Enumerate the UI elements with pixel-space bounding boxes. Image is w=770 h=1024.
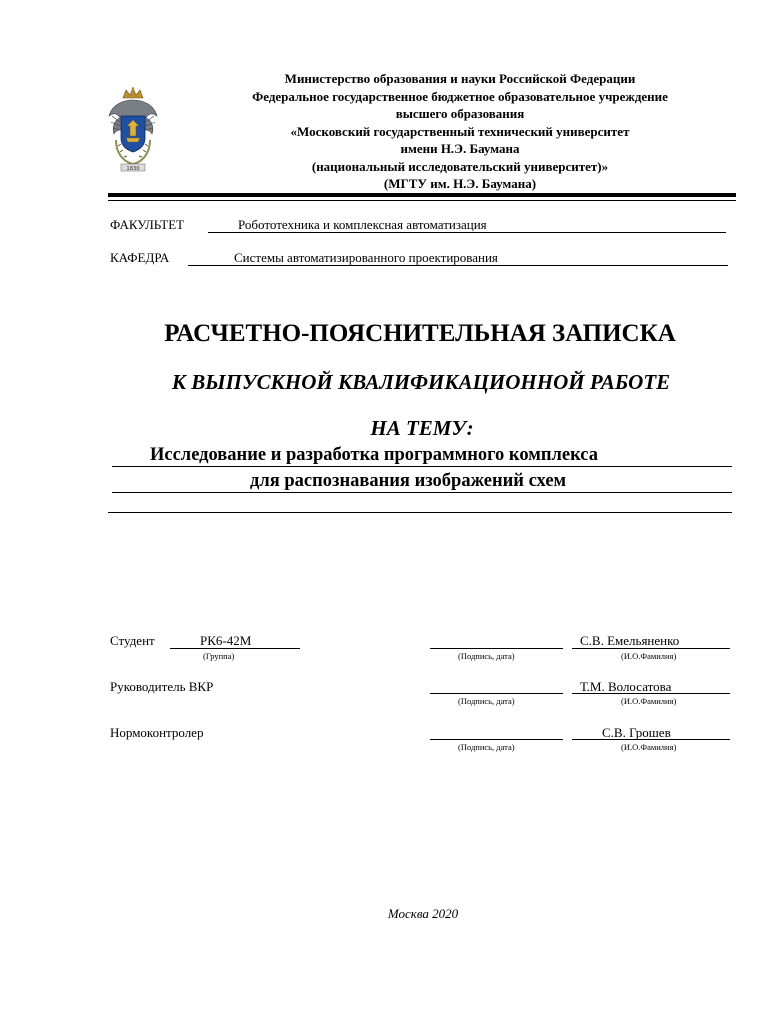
org-line-status: (национальный исследовательский университет)» xyxy=(311,158,609,174)
student-group-caption: (Группа) xyxy=(203,651,235,661)
student-signature-line xyxy=(430,648,563,649)
theme-label: НА ТЕМУ: xyxy=(370,416,474,440)
topic-text-2: для распознавания изображений схем xyxy=(250,471,567,491)
svg-text:1830: 1830 xyxy=(126,165,140,172)
supervisor-signature-caption: (Подпись, дата) xyxy=(458,696,515,706)
supervisor-name: Т.М. Волосатова xyxy=(580,679,672,694)
org-line-ministry: Министерство образования и науки Российской Федерации xyxy=(284,71,636,86)
topic-text-1: Исследование и разработка программного комплекса xyxy=(150,445,598,465)
topic-underline-3 xyxy=(108,512,732,513)
topic-underline-1 xyxy=(112,466,732,467)
faculty-row xyxy=(110,217,732,235)
org-line-university-name: «Московский государственный технический университет xyxy=(290,123,630,139)
department-row xyxy=(110,250,732,268)
normcontroller-name: С.В. Грошев xyxy=(602,725,671,740)
department-label: КАФЕДРА xyxy=(110,250,170,265)
topic-line-2 xyxy=(112,471,732,495)
header-divider-thin xyxy=(108,200,736,201)
org-line-institution-type: Федеральное государственное бюджетное образовательное учреждение xyxy=(252,88,668,104)
city-year: Москва 2020 xyxy=(387,906,459,921)
student-signature-caption: (Подпись, дата) xyxy=(458,651,515,661)
org-line-named-after: имени Н.Э. Баумана xyxy=(400,141,520,156)
student-name-caption: (И.О.Фамилия) xyxy=(621,651,677,661)
student-group: РК6-42М xyxy=(200,633,252,648)
normcontroller-signature-caption: (Подпись, дата) xyxy=(458,742,515,752)
normcontroller-label: Нормоконтролер xyxy=(110,725,204,740)
normcontroller-name-caption: (И.О.Фамилия) xyxy=(621,742,677,752)
organization-header xyxy=(180,70,740,193)
document-title: РАСЧЕТНО-ПОЯСНИТЕЛЬНАЯ ЗАПИСКА xyxy=(164,320,676,347)
student-name: С.В. Емельяненко xyxy=(580,633,680,648)
org-line-education-level: высшего образования xyxy=(395,106,525,121)
supervisor-label: Руководитель ВКР xyxy=(110,679,214,694)
supervisor-signature-line xyxy=(430,693,563,694)
document-subtitle: К ВЫПУСКНОЙ КВАЛИФИКАЦИОННОЙ РАБОТЕ xyxy=(171,370,671,394)
topic-line-1 xyxy=(112,445,732,469)
normcontroller-signature-line xyxy=(430,739,563,740)
department-value: Системы автоматизированного проектирования xyxy=(234,250,498,265)
org-line-abbreviation: (МГТУ им. Н.Э. Баумана) xyxy=(383,176,537,191)
faculty-label: ФАКУЛЬТЕТ xyxy=(110,217,185,232)
header-divider-thick xyxy=(108,193,736,197)
supervisor-name-caption: (И.О.Фамилия) xyxy=(621,696,677,706)
faculty-value: Робототехника и комплексная автоматизация xyxy=(238,217,487,232)
student-label: Студент xyxy=(110,633,155,648)
topic-underline-2 xyxy=(112,492,732,493)
university-emblem-icon xyxy=(106,86,160,176)
